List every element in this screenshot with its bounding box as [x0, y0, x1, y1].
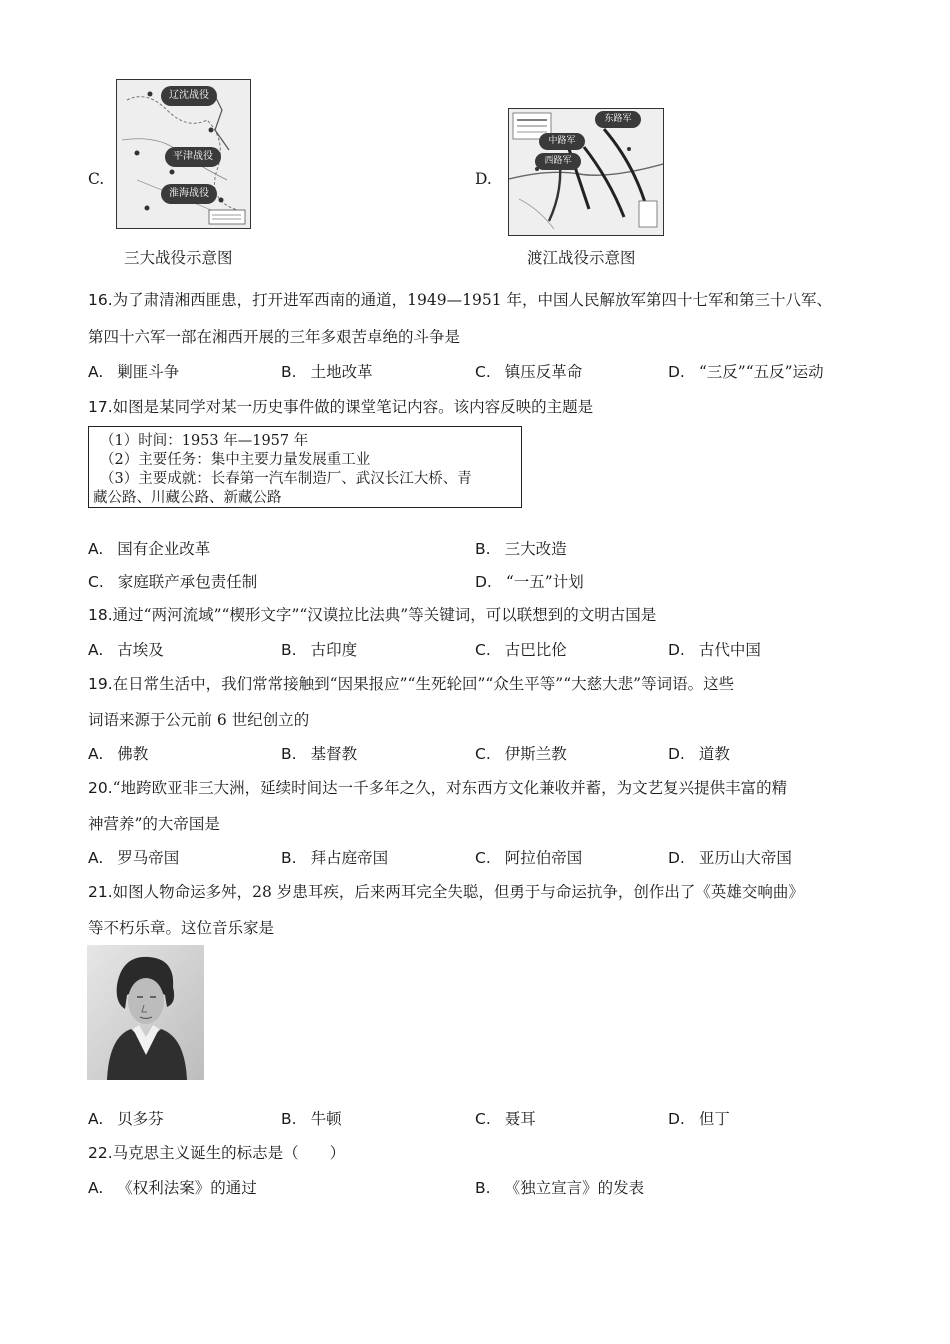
- option-c[interactable]: C. 阿拉伯帝国: [475, 849, 583, 867]
- option-b[interactable]: B. 古印度: [281, 641, 358, 659]
- option-b[interactable]: B. 三大改造: [475, 540, 567, 558]
- question-22-stem: 22.马克思主义诞生的标志是（ ）: [88, 1144, 346, 1162]
- option-b[interactable]: B. 《独立宣言》的发表: [475, 1179, 645, 1197]
- option-a[interactable]: A. 贝多芬: [88, 1110, 164, 1128]
- map-d-caption: 渡江战役示意图: [527, 249, 636, 267]
- option-a[interactable]: A. 罗马帝国: [88, 849, 180, 867]
- badge-central-army: 中路军: [539, 133, 585, 150]
- question-19-stem-line2: 词语来源于公元前 6 世纪创立的: [88, 711, 310, 729]
- question-21-stem: 21.如图人物命运多舛，28 岁患耳疾，后来两耳完全失聪，但勇于与命运抗争，创作出了《英雄交响曲》: [88, 883, 804, 901]
- option-b[interactable]: B. 基督教: [281, 745, 358, 763]
- map-c-caption: 三大战役示意图: [124, 249, 233, 267]
- river-crossing-map: [508, 108, 664, 236]
- musician-portrait: [87, 945, 204, 1080]
- option-c[interactable]: C. 伊斯兰教: [475, 745, 567, 763]
- badge-huaihai: 淮海战役: [161, 184, 217, 204]
- class-note-box: [88, 426, 522, 508]
- question-number: 17: [88, 398, 108, 416]
- portrait-drawing: [87, 945, 204, 1080]
- option-a[interactable]: A. 佛教: [88, 745, 149, 763]
- option-b[interactable]: B. 土地改革: [281, 363, 373, 381]
- option-a[interactable]: A. 剿匪斗争: [88, 363, 180, 381]
- option-d[interactable]: D. 亚历山大帝国: [668, 849, 792, 867]
- question-number: 22: [88, 1144, 108, 1162]
- note-line: （3）主要成就：长春第一汽车制造厂、武汉长江大桥、青: [100, 471, 472, 487]
- question-17-stem: 17.如图是某同学对某一历史事件做的课堂笔记内容。该内容反映的主题是: [88, 398, 594, 416]
- option-c[interactable]: C. 镇压反革命: [475, 363, 583, 381]
- option-d[interactable]: D. 但丁: [668, 1110, 730, 1128]
- note-line: （1）时间：1953 年—1957 年: [100, 433, 309, 449]
- badge-west-army: 西路军: [535, 153, 581, 170]
- option-c[interactable]: C. 古巴比伦: [475, 641, 567, 659]
- question-20-stem: 20.“地跨欧亚非三大洲，延续时间达一千多年之久，对东西方文化兼收并蓄，为文艺复兴提供丰富的精: [88, 779, 788, 797]
- badge-pingjin: 平津战役: [165, 147, 221, 167]
- option-d-label: D.: [475, 170, 492, 188]
- question-18-stem: 18.通过“两河流域”“楔形文字”“汉谟拉比法典”等关键词，可以联想到的文明古国是: [88, 606, 657, 624]
- badge-liaoshen: 辽沈战役: [161, 86, 217, 106]
- question-16-stem: 16.为了肃清湘西匪患，打开进军西南的通道，1949—1951 年，中国人民解放军第四十七军和第三十八军、: [88, 291, 832, 309]
- option-d[interactable]: D. “一五”计划: [475, 573, 584, 591]
- question-16-stem-line2: 第四十六军一部在湘西开展的三年多艰苦卓绝的斗争是: [88, 328, 461, 346]
- question-number: 18: [88, 606, 108, 624]
- note-line: （2）主要任务：集中主要力量发展重工业: [100, 452, 371, 468]
- option-c[interactable]: C. 家庭联产承包责任制: [88, 573, 258, 591]
- question-number: 19: [88, 675, 108, 693]
- question-number: 16: [88, 291, 108, 309]
- badge-east-army: 东路军: [595, 111, 641, 128]
- option-a[interactable]: A. 古埃及: [88, 641, 164, 659]
- option-d[interactable]: D. 道教: [668, 745, 730, 763]
- question-19-stem: 19.在日常生活中，我们常常接触到“因果报应”“生死轮回”“众生平等”“大慈大悲”等词语。这些: [88, 675, 735, 693]
- option-a[interactable]: A. 国有企业改革: [88, 540, 211, 558]
- option-a[interactable]: A. 《权利法案》的通过: [88, 1179, 257, 1197]
- option-d[interactable]: D. 古代中国: [668, 641, 761, 659]
- option-d[interactable]: D. “三反”“五反”运动: [668, 363, 824, 381]
- option-b[interactable]: B. 拜占庭帝国: [281, 849, 389, 867]
- river-crossing-map-drawing: [509, 109, 663, 235]
- question-number: 21: [88, 883, 108, 901]
- question-21-stem-line2: 等不朽乐章。这位音乐家是: [88, 919, 275, 937]
- option-c-label: C.: [88, 170, 105, 188]
- three-campaigns-map: [116, 79, 251, 229]
- question-number: 20: [88, 779, 108, 797]
- option-c[interactable]: C. 聂耳: [475, 1110, 536, 1128]
- question-20-stem-line2: 神营养”的大帝国是: [88, 815, 220, 833]
- option-b[interactable]: B. 牛顿: [281, 1110, 342, 1128]
- note-line: 藏公路、川藏公路、新藏公路: [93, 490, 282, 506]
